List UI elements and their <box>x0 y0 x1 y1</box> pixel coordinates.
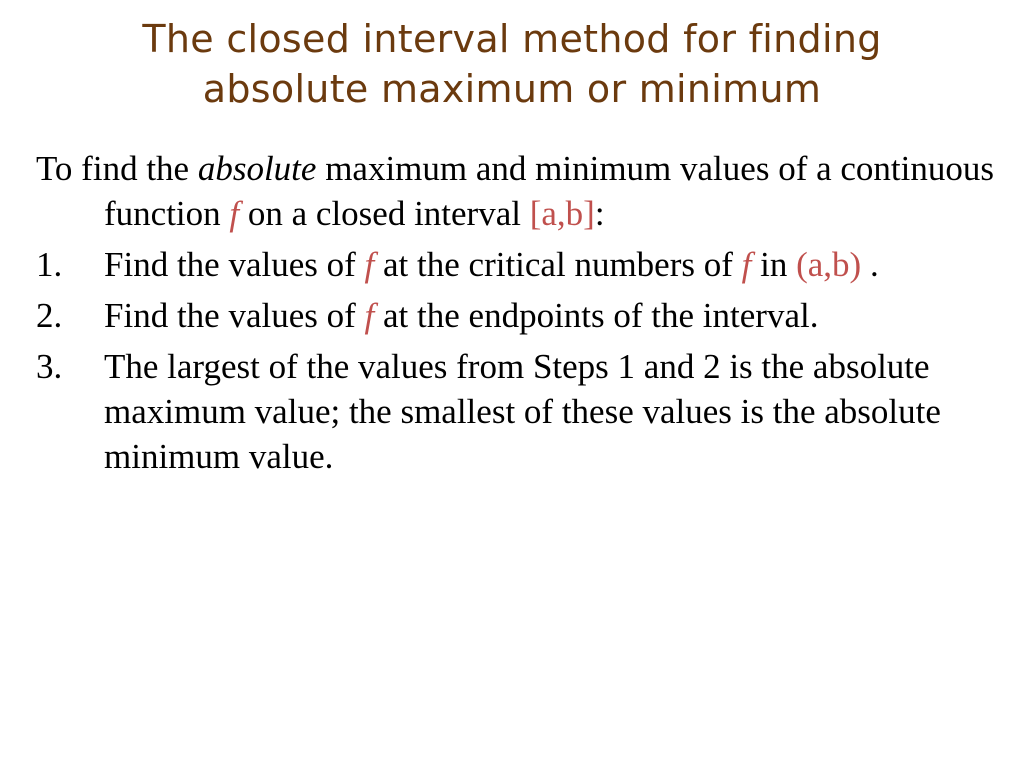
intro-text-3: on a closed interval <box>239 194 530 233</box>
step-1-period: . <box>861 245 879 284</box>
intro-paragraph <box>36 146 1006 236</box>
step-1-f-2: f <box>741 245 752 284</box>
step-3-number: 3. <box>36 347 63 386</box>
slide-title <box>40 14 984 114</box>
step-1-text-3: in <box>751 245 797 284</box>
intro-text-2: maximum and minimum values of a continuous function <box>104 149 994 233</box>
step-1-number: 1. <box>36 245 63 284</box>
slide-body <box>36 146 1006 485</box>
intro-interval: [a,b] <box>529 194 595 233</box>
step-3-text: The largest of the values from Steps 1 and 2 is the absolute maximum value; the smallest of these values is the absolute minimum value. <box>104 347 941 476</box>
step-2 <box>36 293 1006 338</box>
intro-absolute: absolute <box>197 149 317 188</box>
intro-f: f <box>229 194 240 233</box>
title-line-2: absolute maximum or minimum <box>202 67 822 111</box>
title-line-1: The closed interval method for finding <box>142 17 882 61</box>
intro-text-1: To find the <box>36 149 198 188</box>
step-2-text-2: at the endpoints of the interval. <box>374 296 819 335</box>
step-1-open-interval: (a,b) <box>796 245 862 284</box>
step-1 <box>36 242 1006 287</box>
step-1-f-1: f <box>364 245 375 284</box>
step-2-text-1: Find the values of <box>104 296 365 335</box>
step-3 <box>36 344 1006 479</box>
intro-colon: : <box>594 194 605 233</box>
step-2-number: 2. <box>36 296 63 335</box>
step-2-f: f <box>364 296 375 335</box>
step-1-text-2: at the critical numbers of <box>374 245 742 284</box>
step-1-text-1: Find the values of <box>104 245 365 284</box>
